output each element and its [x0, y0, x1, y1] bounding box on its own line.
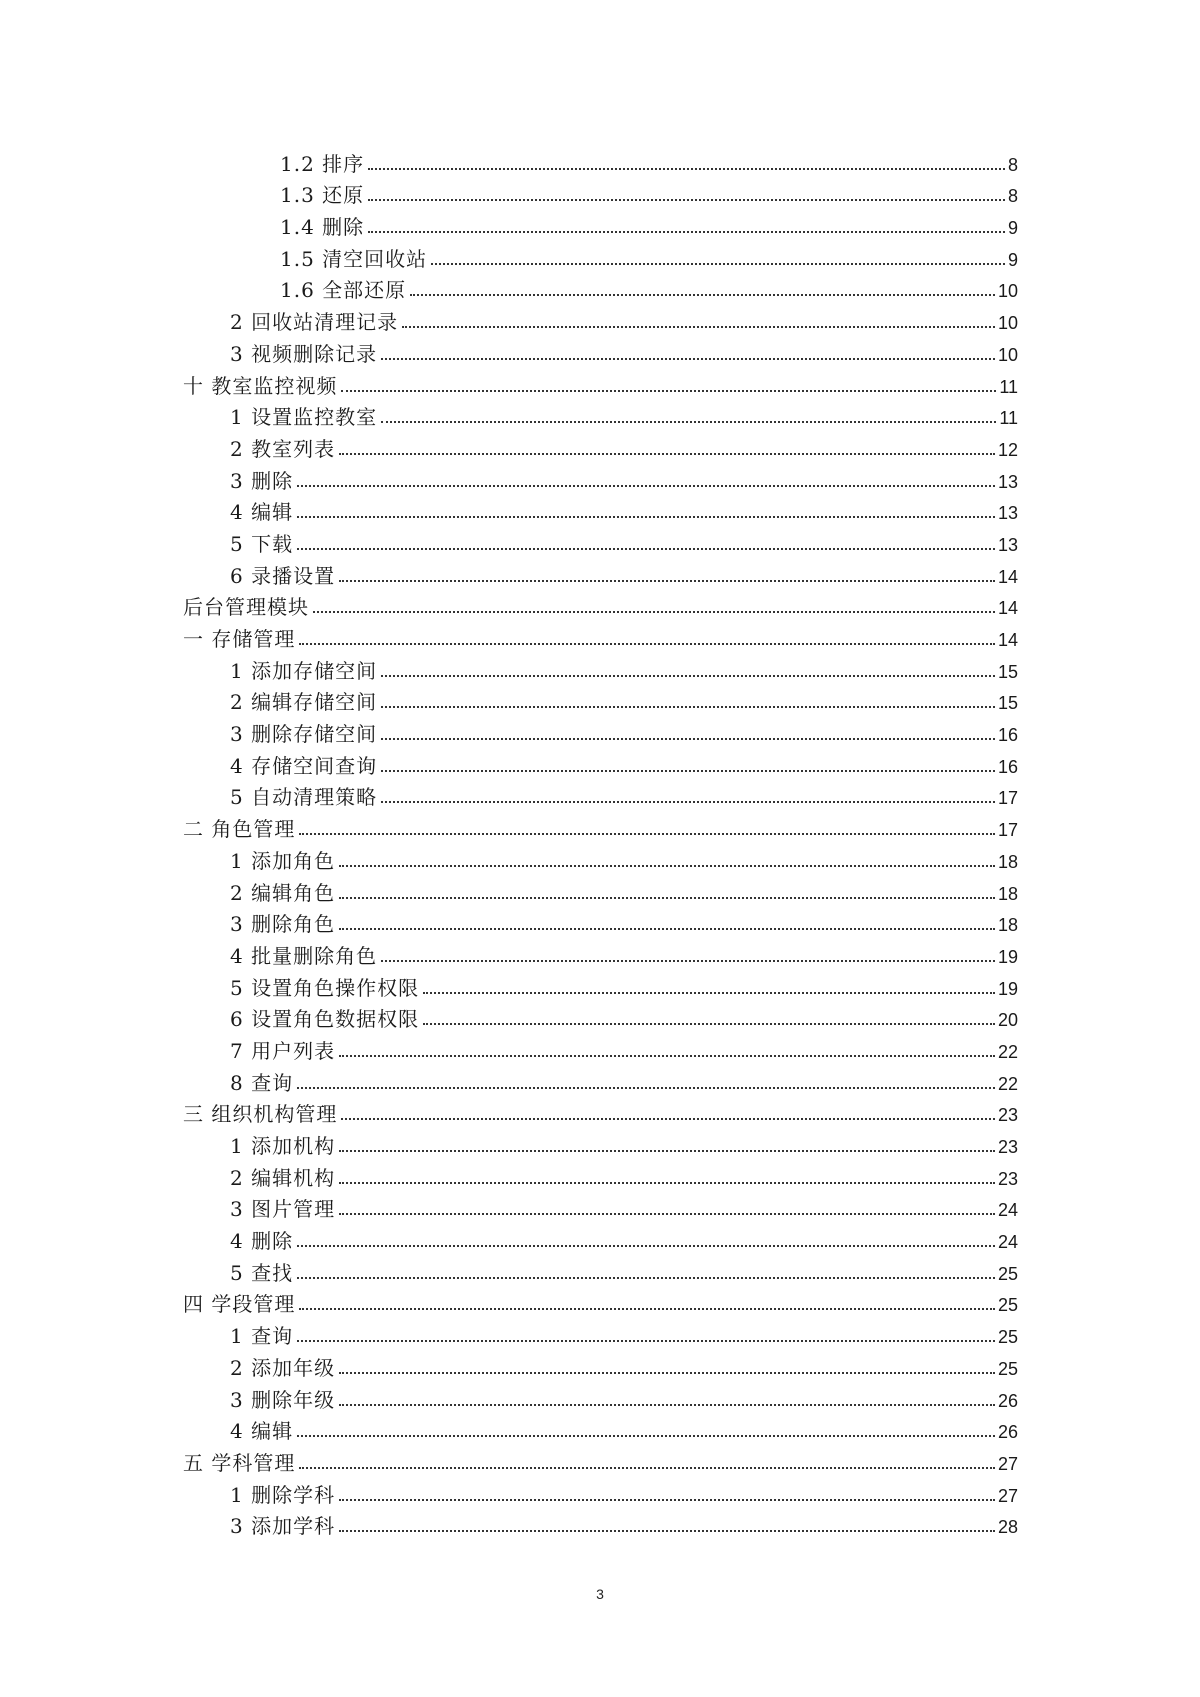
toc-entry-label: 五 学科管理: [183, 1450, 296, 1475]
toc-entry[interactable]: [0, 780, 1018, 812]
toc-dot-leader: [299, 1308, 995, 1310]
toc-entry-label: 二 角色管理: [183, 817, 296, 842]
toc-dot-leader: [339, 928, 995, 930]
toc-dot-leader: [339, 580, 995, 582]
toc-entry[interactable]: [0, 1509, 1018, 1541]
toc-entry-page: 25: [997, 1295, 1018, 1316]
toc-entry[interactable]: [0, 970, 1018, 1002]
toc-entry-label: 7 用户列表: [230, 1038, 336, 1063]
toc-dot-leader: [297, 1277, 995, 1279]
toc-entry[interactable]: [0, 1414, 1018, 1446]
toc-entry-page: 10: [997, 281, 1018, 302]
toc-entry-label: 6 设置角色数据权限: [230, 1007, 420, 1032]
toc-dot-leader: [339, 897, 995, 899]
toc-dot-leader: [297, 1245, 995, 1247]
toc-entry-label: 1.6 全部还原: [280, 278, 407, 303]
toc-dot-leader: [381, 960, 995, 962]
table-of-contents: [0, 146, 1200, 1540]
toc-dot-leader: [339, 865, 995, 867]
toc-dot-leader: [339, 1404, 995, 1406]
toc-entry[interactable]: [0, 748, 1018, 780]
toc-dot-leader: [381, 421, 996, 423]
toc-entry-label: 3 图片管理: [230, 1197, 336, 1222]
toc-entry[interactable]: [0, 1382, 1018, 1414]
toc-entry[interactable]: [0, 431, 1018, 463]
toc-entry-page: 12: [997, 439, 1018, 460]
toc-entry-page: 22: [997, 1041, 1018, 1062]
toc-entry-page: 27: [997, 1453, 1018, 1474]
toc-entry-page: 15: [997, 693, 1018, 714]
toc-entry-label: 5 查找: [230, 1260, 294, 1285]
toc-entry-label: 3 添加学科: [230, 1514, 336, 1539]
toc-entry-label: 3 删除年级: [230, 1387, 336, 1412]
toc-entry-label: 4 批量删除角色: [230, 943, 378, 968]
toc-entry-label: 1.4 删除: [280, 215, 365, 240]
toc-entry[interactable]: [0, 685, 1018, 717]
toc-entry[interactable]: [0, 1128, 1018, 1160]
toc-entry[interactable]: [0, 590, 1018, 622]
toc-entry-label: 4 编辑: [230, 500, 294, 525]
toc-entry-page: 25: [997, 1263, 1018, 1284]
toc-entry[interactable]: [0, 368, 1018, 400]
toc-entry[interactable]: [0, 1097, 1018, 1129]
toc-entry-label: 3 删除角色: [230, 912, 336, 937]
toc-entry[interactable]: [0, 1445, 1018, 1477]
toc-dot-leader: [339, 1372, 995, 1374]
toc-entry-label: 1.5 清空回收站: [280, 246, 428, 271]
toc-dot-leader: [423, 992, 995, 994]
toc-entry-page: 17: [997, 788, 1018, 809]
toc-dot-leader: [423, 1023, 995, 1025]
toc-entry[interactable]: [0, 1223, 1018, 1255]
toc-dot-leader: [339, 1499, 995, 1501]
toc-entry-label: 四 学段管理: [183, 1292, 296, 1317]
toc-entry[interactable]: [0, 495, 1018, 527]
toc-dot-leader: [339, 1182, 995, 1184]
toc-entry[interactable]: [0, 716, 1018, 748]
toc-entry[interactable]: [0, 653, 1018, 685]
toc-entry[interactable]: [0, 463, 1018, 495]
toc-entry-page: 17: [997, 820, 1018, 841]
toc-entry-page: 13: [997, 471, 1018, 492]
toc-entry[interactable]: [0, 304, 1018, 336]
toc-dot-leader: [299, 643, 995, 645]
toc-entry-label: 2 回收站清理记录: [230, 310, 399, 335]
toc-dot-leader: [299, 833, 995, 835]
toc-entry-page: 13: [997, 534, 1018, 555]
toc-entry-label: 2 编辑机构: [230, 1165, 336, 1190]
toc-entry-page: 14: [997, 630, 1018, 650]
toc-entry[interactable]: [0, 811, 1018, 843]
toc-dot-leader: [297, 516, 995, 518]
toc-entry[interactable]: [0, 1160, 1018, 1192]
toc-entry-label: 3 删除存储空间: [230, 722, 378, 747]
toc-entry[interactable]: [0, 1255, 1018, 1287]
toc-entry-label: 5 设置角色操作权限: [230, 975, 420, 1000]
toc-entry-page: 19: [997, 946, 1018, 967]
toc-entry-page: 20: [997, 1010, 1018, 1031]
toc-dot-leader: [339, 1055, 995, 1057]
toc-entry-page: 18: [997, 915, 1018, 936]
toc-entry-label: 一 存储管理: [183, 627, 296, 651]
toc-entry-label: 8 查询: [230, 1070, 294, 1095]
toc-entry[interactable]: [0, 209, 1018, 241]
toc-entry[interactable]: [0, 1287, 1018, 1319]
toc-entry-page: 10: [997, 313, 1018, 334]
toc-entry-label: 4 编辑: [230, 1419, 294, 1444]
toc-dot-leader: [339, 1530, 995, 1532]
toc-entry-page: 25: [997, 1358, 1018, 1379]
toc-dot-leader: [339, 1150, 995, 1152]
toc-entry[interactable]: [0, 558, 1018, 590]
toc-entry-label: 1 删除学科: [230, 1482, 336, 1507]
toc-entry-page: 26: [997, 1422, 1018, 1443]
toc-entry[interactable]: [0, 907, 1018, 939]
toc-entry-page: 23: [997, 1105, 1018, 1126]
toc-dot-leader: [381, 358, 995, 360]
toc-entry-page: 24: [997, 1232, 1018, 1253]
toc-entry-page: 9: [1007, 249, 1018, 270]
toc-entry[interactable]: [0, 241, 1018, 273]
toc-dot-leader: [381, 706, 995, 708]
toc-entry-label: 5 下载: [230, 531, 294, 556]
toc-dot-leader: [368, 199, 1005, 201]
toc-entry-page: 15: [997, 661, 1018, 682]
toc-entry-page: 18: [997, 851, 1018, 872]
toc-entry[interactable]: [0, 178, 1018, 210]
toc-entry-page: 28: [997, 1517, 1018, 1538]
toc-entry[interactable]: [0, 1318, 1018, 1350]
toc-entry[interactable]: [0, 938, 1018, 970]
toc-dot-leader: [381, 801, 995, 803]
toc-entry-label: 4 删除: [230, 1229, 294, 1254]
toc-entry[interactable]: [0, 1192, 1018, 1224]
toc-entry-page: 27: [997, 1485, 1018, 1506]
toc-dot-leader: [297, 485, 995, 487]
toc-entry-label: 5 自动清理策略: [230, 785, 378, 810]
toc-dot-leader: [339, 1213, 995, 1215]
toc-entry-page: 9: [1007, 218, 1018, 239]
toc-entry-page: 8: [1007, 154, 1018, 175]
toc-entry-page: 13: [997, 503, 1018, 524]
toc-entry-page: 8: [1007, 186, 1018, 207]
toc-entry-label: 三 组织机构管理: [183, 1102, 338, 1127]
toc-entry-page: 16: [997, 725, 1018, 746]
toc-entry-page: 10: [997, 344, 1018, 365]
toc-dot-leader: [402, 326, 995, 328]
toc-dot-leader: [431, 263, 1005, 265]
toc-entry-label: 1 添加机构: [230, 1134, 336, 1158]
toc-entry-page: 25: [997, 1327, 1018, 1348]
toc-dot-leader: [297, 1435, 995, 1437]
toc-entry[interactable]: [0, 146, 1018, 178]
toc-dot-leader: [381, 675, 995, 677]
toc-entry[interactable]: [0, 1477, 1018, 1509]
toc-entry-page: 11: [999, 408, 1018, 429]
toc-entry[interactable]: [0, 1350, 1018, 1382]
toc-entry-page: 14: [997, 598, 1018, 619]
toc-entry-label: 1 设置监控教室: [230, 405, 378, 430]
toc-entry[interactable]: [0, 843, 1018, 875]
toc-dot-leader: [313, 611, 995, 613]
toc-entry-page: 23: [997, 1137, 1018, 1157]
toc-entry-label: 6 录播设置: [230, 563, 336, 588]
toc-entry-label: 十 教室监控视频: [183, 373, 338, 398]
toc-entry[interactable]: [0, 621, 1018, 653]
toc-dot-leader: [341, 1118, 995, 1120]
toc-entry-label: 2 添加年级: [230, 1355, 336, 1380]
toc-entry-label: 2 编辑角色: [230, 880, 336, 905]
toc-entry-label: 3 删除: [230, 468, 294, 493]
toc-entry-page: 26: [997, 1390, 1018, 1411]
toc-entry[interactable]: [0, 336, 1018, 368]
toc-entry-page: 14: [997, 566, 1018, 587]
toc-entry-label: 1.3 还原: [280, 183, 365, 208]
toc-entry-label: 2 教室列表: [230, 436, 336, 461]
toc-entry-page: 11: [999, 376, 1018, 397]
toc-dot-leader: [381, 770, 995, 772]
toc-entry-label: 4 存储空间查询: [230, 753, 378, 778]
toc-entry[interactable]: [0, 1065, 1018, 1097]
toc-entry[interactable]: [0, 875, 1018, 907]
toc-entry-label: 1 添加角色: [230, 848, 336, 873]
toc-entry-label: 1 添加存储空间: [230, 658, 378, 683]
toc-dot-leader: [368, 231, 1005, 233]
toc-entry-page: 24: [997, 1200, 1018, 1221]
toc-entry-label: 2 编辑存储空间: [230, 690, 378, 715]
page-number: 3: [596, 1586, 604, 1602]
toc-entry-label: 1.2 排序: [280, 151, 365, 176]
toc-dot-leader: [299, 1467, 995, 1469]
toc-dot-leader: [341, 390, 996, 392]
toc-entry-label: 后台管理模块: [183, 595, 309, 620]
toc-entry[interactable]: [0, 1033, 1018, 1065]
toc-entry-page: 19: [997, 978, 1018, 999]
toc-entry[interactable]: [0, 400, 1018, 432]
toc-entry-label: 1 查询: [230, 1324, 294, 1349]
toc-dot-leader: [368, 168, 1005, 170]
toc-dot-leader: [410, 294, 995, 296]
toc-entry[interactable]: [0, 526, 1018, 558]
toc-dot-leader: [297, 1087, 995, 1089]
toc-entry[interactable]: [0, 273, 1018, 305]
toc-entry-label: 3 视频删除记录: [230, 341, 378, 366]
toc-dot-leader: [297, 548, 995, 550]
toc-dot-leader: [381, 738, 995, 740]
toc-entry-page: 16: [997, 756, 1018, 777]
toc-entry-page: 23: [997, 1168, 1018, 1189]
toc-entry[interactable]: [0, 1002, 1018, 1034]
toc-dot-leader: [297, 1340, 995, 1342]
toc-entry-page: 22: [997, 1073, 1018, 1094]
toc-entry-page: 18: [997, 883, 1018, 904]
toc-dot-leader: [339, 453, 995, 455]
